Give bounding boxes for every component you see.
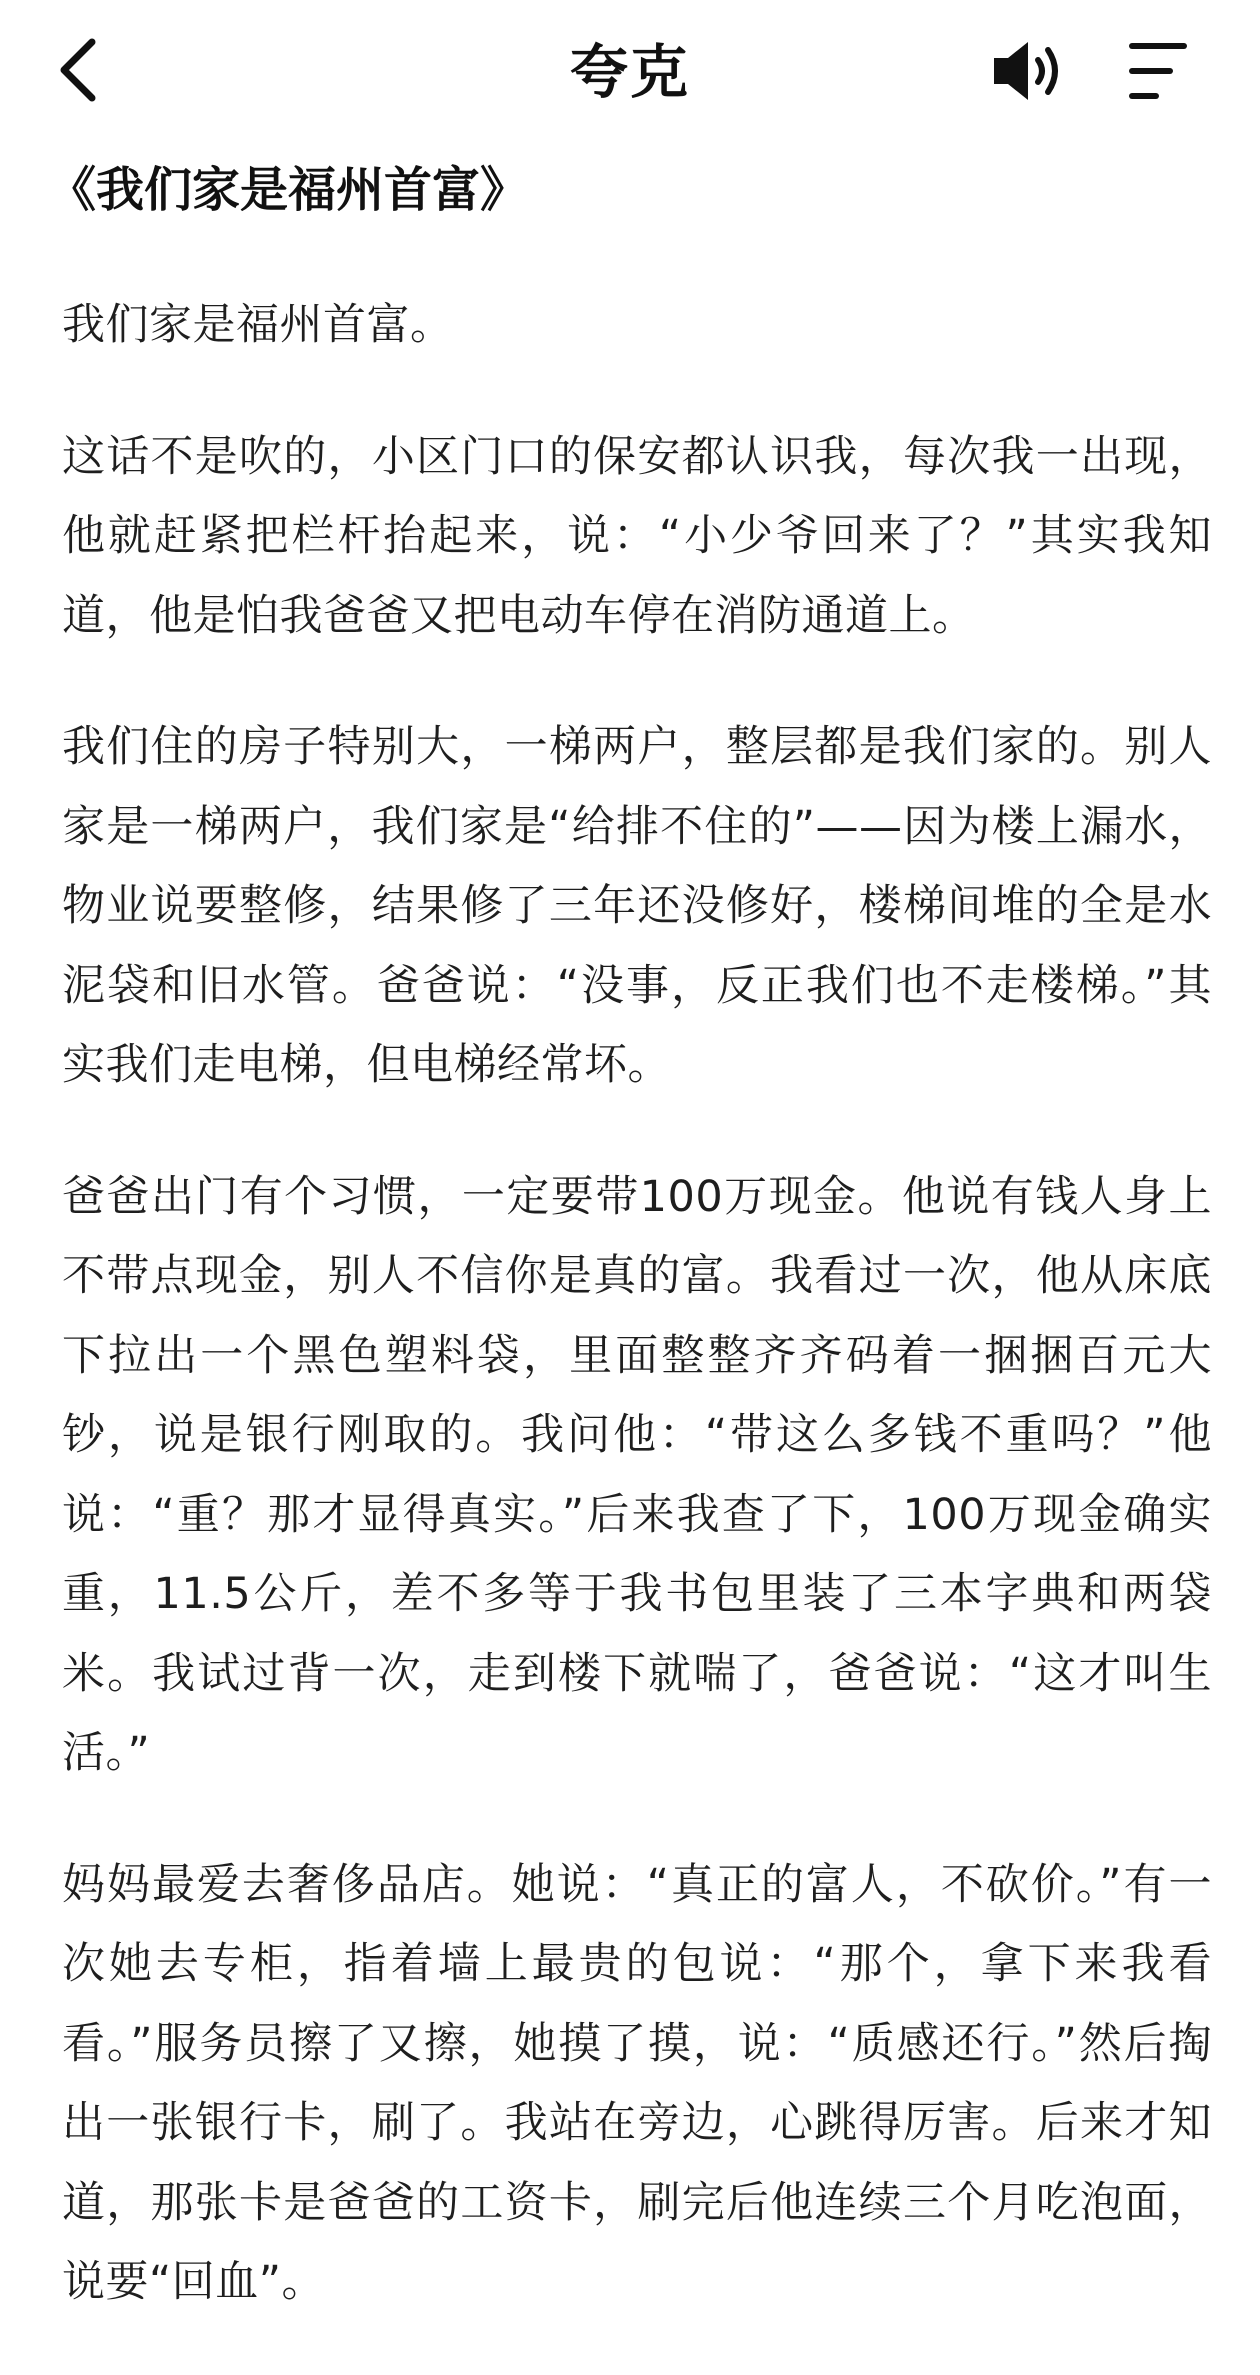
read-aloud-button[interactable] bbox=[990, 36, 1070, 106]
top-bar bbox=[0, 0, 1260, 140]
article-paragraph: 妈妈最爱去奢侈品店。她说：“真正的富人，不砍价。”有一次她去专柜，指着墙上最贵的包说：“那个，拿下来我看看。”服务员擦了又擦，她摸了摸，说：“质感还行。”然后掏出一张银行卡，刷了。我站在旁边，心跳得厉害。后来才知道，那张卡是爸爸的工资卡，刷完后他连续三个月吃泡面，说要“回血”。 bbox=[62, 1859, 1212, 2307]
article-paragraph: 我们家是福州首富。 bbox=[62, 300, 454, 350]
speaker-icon bbox=[990, 36, 1066, 106]
article-content bbox=[48, 150, 1212, 2375]
article-paragraph: 我们住的房子特别大，一梯两户，整层都是我们家的。别人家是一梯两户，我们家是“给排不住的”——因为楼上漏水，物业说要整修，结果修了三年还没修好，楼梯间堆的全是水泥袋和旧水管。爸爸说：“没事，反正我们也不走楼梯。”其实我们走电梯，但电梯经常坏。 bbox=[62, 722, 1212, 1090]
article-paragraph: 这话不是吹的，小区门口的保安都认识我，每次我一出现，他就赶紧把栏杆抬起来，说：“小少爷回来了？”其实我知道，他是怕我爸爸又把电动车停在消防通道上。 bbox=[62, 431, 1212, 641]
article-paragraph: 爸爸出门有个习惯，一定要带100万现金。他说有钱人身上不带点现金，别人不信你是真的富。我看过一次，他从床底下拉出一个黑色塑料袋，里面整整齐齐码着一捆捆百元大钞，说是银行刚取的。我问他：“带这么多钱不重吗？”他说：“重？那才显得真实。”后来我查了下，100万现金确实重，11.5公斤，差不多等于我书包里装了三本字典和两袋米。我试过背一次，走到楼下就喘了，爸爸说：“这才叫生活。” bbox=[62, 1171, 1212, 1778]
app-title: 夸克 bbox=[569, 38, 690, 106]
article-title: 《我们家是福州首富》 bbox=[48, 162, 529, 218]
menu-lines-icon bbox=[1124, 38, 1190, 104]
menu-button[interactable] bbox=[1124, 38, 1190, 104]
